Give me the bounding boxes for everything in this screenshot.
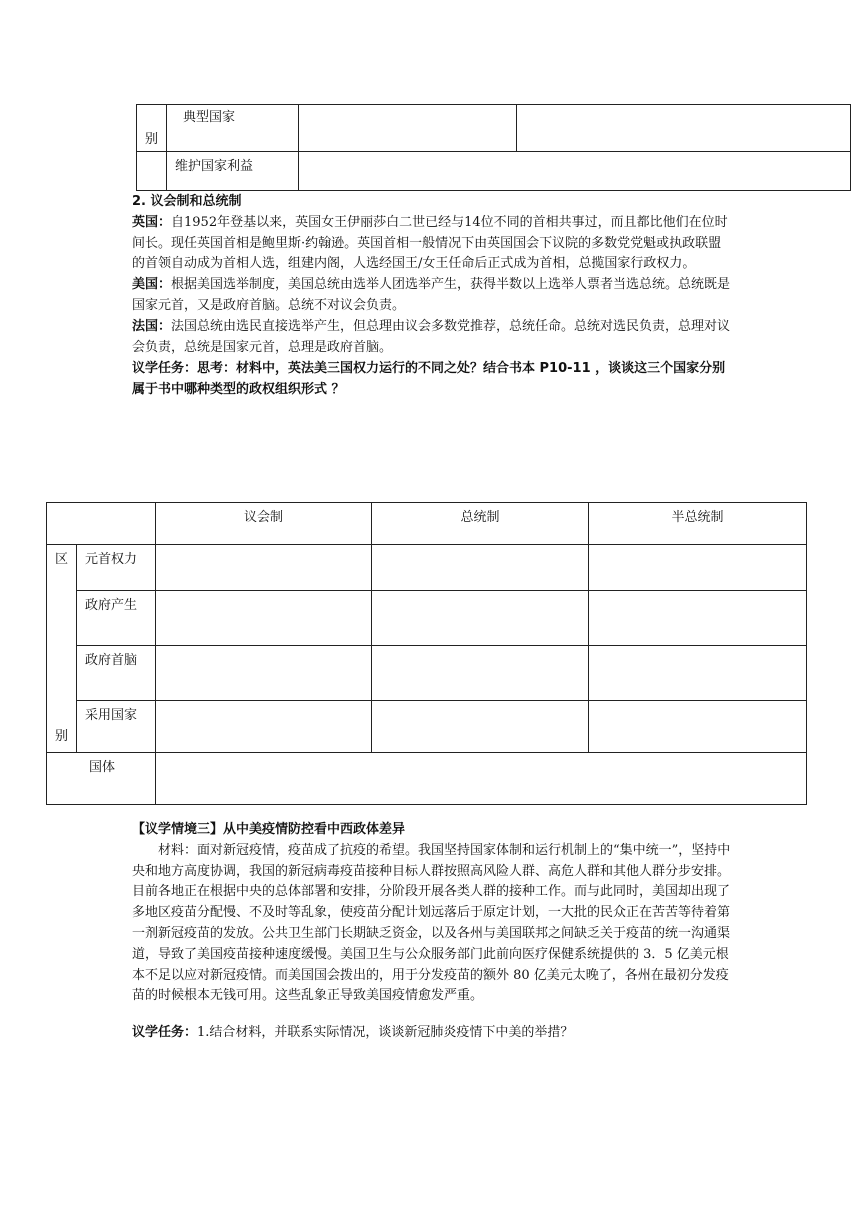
uk-text: 自1952年登基以来，英国女王伊丽莎白二世已经与14位不同的首相共事过，而且都比他们在位时间长。现任英国首相是鲍里斯·约翰逊。英国首相一般情况下由英国国会下议院的多数党党魁或执政联盟的首领自动成为首相人选，组建内阁，人选经国王/女王任命后正式成为首相，总揽国家行政权力。 [132,214,728,272]
cell-head-3 [589,646,807,701]
section-3-heading: 【议学情境三】从中美疫情防控看中西政体差异 [132,822,406,837]
cell-countries-2 [372,701,589,753]
header-semi-presidential: 半总统制 [589,503,807,545]
cell-power-1 [156,545,372,591]
header-presidential: 总统制 [372,503,589,545]
bie-label-2: 别 [54,729,68,744]
guoti-label: 国体 [89,760,116,775]
us-text: 根据美国选举制度，美国总统由选举人团选举产生，获得半数以上选举人票者当选总统。总统既是国家元首，又是政府首脑。总统不对议会负责。 [132,277,731,313]
bie-cell [137,105,167,152]
fr-label: 法国： [132,318,172,334]
section-2 [132,192,732,400]
national-interest-label-cell [167,152,299,191]
section-3-task [132,1023,732,1044]
cell-formation-1 [156,591,372,646]
cell-countries-3 [589,701,807,753]
cell-power-2 [372,545,589,591]
us-label: 美国： [132,277,172,293]
row2-spacer [137,152,167,191]
section-2-task: 议学任务：思考：材料中，英法美三国权力运行的不同之处？结合书本 P10-11 ，谈谈这三个国家分别属于书中哪种类型的政权组织形式 ？ [132,361,726,398]
row-gov-head: 政府首脑 [77,646,156,701]
comparison-table-top [136,104,851,191]
section-2-title: 2. 议会制和总统制 [132,194,242,209]
cell-countries-1 [156,701,372,753]
section-3-task-label: 议学任务： [132,1025,198,1041]
uk-label: 英国： [132,214,172,230]
cell-head-2 [372,646,589,701]
fr-text: 法国总统由选民直接选举产生，但总理由议会多数党推荐，总统任命。总统对选民负责，总理对议会负责，总统是国家元首，总理是政府首脑。 [132,318,731,355]
us-paragraph [132,275,732,317]
national-interest-value [299,152,851,191]
cell-formation-2 [372,591,589,646]
cell-power-3 [589,545,807,591]
typical-country-value-1 [299,105,517,152]
section-3-material: 材料：面对新冠疫情，疫苗成了抗疫的希望。我国坚持国家体制和运行机制上的“集中统一”，坚持中央和地方高度协调，我国的新冠病毒疫苗接种目标人群按照高风险人群、高危人群和其他人群分步安排。目前各地正在根据中央的总体部署和安排，分阶段开展各类人群的接种工作。而与此同时，美国却出现了多地区疫苗分配慢、不及时等乱象，使疫苗分配计划远落后于原定计划，一大批的民众正在苦苦等待着第一剂新冠疫苗的发放。公共卫生部门长期缺乏资金，以及各州与美国联邦之间缺乏关于疫苗的统一沟通渠道，导致了美国疫苗接种速度缓慢。美国卫生与公众服务部门此前向医疗保健系统提供的 3．5 亿美元根本不足以应对新冠疫情。而美国国会拨出的，用于分发疫苗的额外 80 亿美元太晚了，各州在最初分发疫苗的时候根本无钱可用。这些乱象正导致美国疫情愈发严重。 [132,842,731,1004]
uk-paragraph [132,213,732,275]
bie-label: 别 [144,132,158,147]
row-gov-formation: 政府产生 [77,591,156,646]
qu-label: 区 [54,552,68,567]
typical-country-value-2 [517,105,851,152]
national-interest-label: 维护国家利益 [175,159,254,174]
corner-cell [47,503,156,545]
fr-paragraph [132,317,732,359]
section-3-task-text: 1.结合材料，并联系实际情况，谈谈新冠肺炎疫情下中美的举措？ [197,1025,574,1041]
guoti-value [156,753,807,805]
header-parliamentary: 议会制 [156,503,372,545]
section-3 [132,820,732,1044]
row-adopting-countries: 采用国家 [77,701,156,753]
government-forms-table [46,502,807,805]
row-head-power: 元首权力 [77,545,156,591]
cell-formation-3 [589,591,807,646]
typical-country-label: 典型国家 [183,110,236,125]
cell-head-1 [156,646,372,701]
guoti-label-cell [47,753,156,805]
qubie-cell [47,545,77,753]
typical-country-label-cell [167,105,299,152]
